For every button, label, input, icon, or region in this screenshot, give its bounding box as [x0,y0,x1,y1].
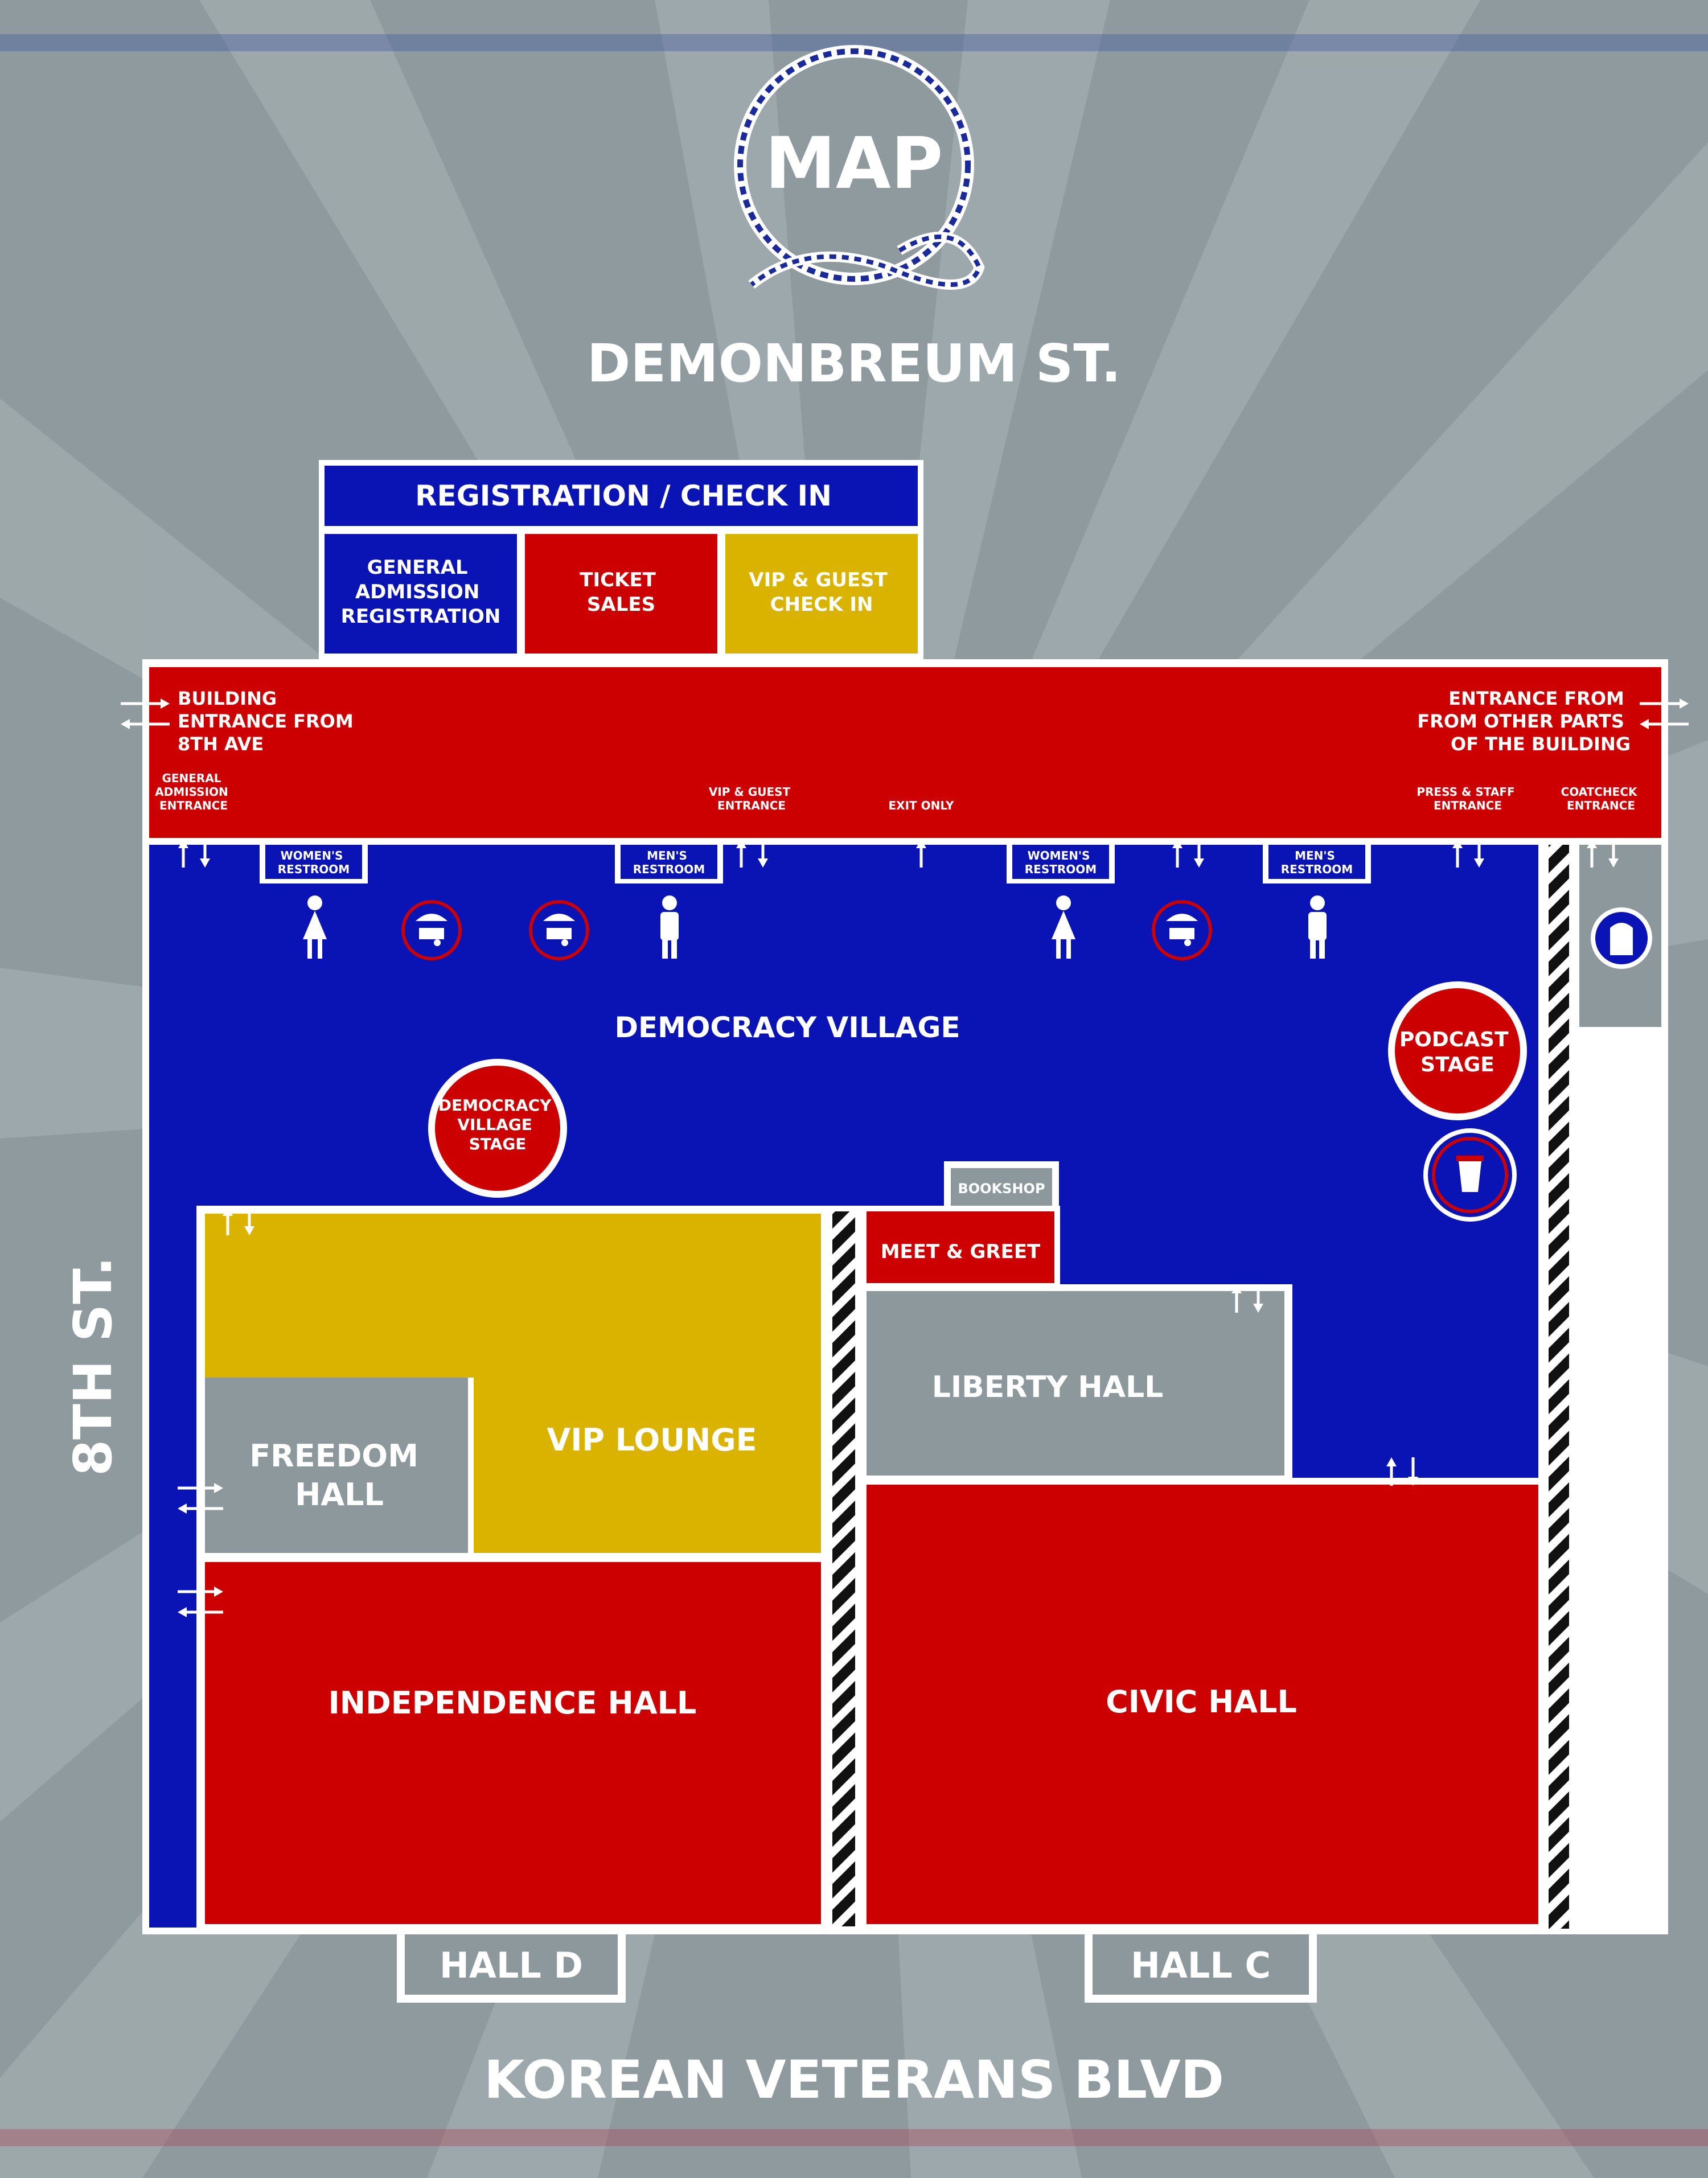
meet-and-greet-label: MEET & GREET [880,1240,1041,1263]
svg-text:HALL D: HALL D [440,1945,583,1986]
svg-text:MEN'S RESTROOM: MEN'S RESTROOM [1280,849,1353,876]
entrance-other-parts-label: ENTRANCE FROM FROM OTHER PARTS OF THE BUILDING [1417,688,1631,755]
building-entrance-8th-label: BUILDING ENTRANCE FROM 8TH AVE [178,688,354,755]
svg-text:PODCAST STAGE: PODCAST STAGE [1399,1028,1509,1076]
democracy-village-stage[interactable] [428,1059,567,1198]
womens-restroom-2[interactable] [1007,841,1115,883]
food-cart-icon[interactable] [1153,902,1210,959]
democracy-village-label: DEMOCRACY VILLAGE [614,1011,960,1044]
exit-only-label: EXIT ONLY [888,799,954,812]
street-north: DEMONBREUM ST. [586,333,1122,394]
podcast-stage[interactable] [1388,981,1527,1120]
map-title: MAP [765,122,943,205]
vip-lounge-label: VIP LOUNGE [547,1422,757,1458]
svg-text:MEN'S RESTROOM: MEN'S RESTROOM [633,849,705,876]
independence-hall-label: INDEPENDENCE HALL [328,1685,697,1721]
svg-text:DEMOCRACY VILLAGE: DEMOCRACY VILLAGE STAGE [438,1096,552,1153]
liberty-hall-label: LIBERTY HALL [931,1370,1164,1404]
ga-entrance-label: GENERAL ADMISSION ENTRANCE [155,771,228,812]
svg-text:WOMEN'S RESTROOM: WOMEN'S RESTROOM [1024,849,1097,876]
coatcheck-entrance-label: COATCHECK ENTRANCE [1561,785,1637,812]
vip-guest-check-in-label: VIP & GUEST CHECK IN [749,569,888,616]
freedom-hall-label: FREEDOM HALL [249,1438,418,1513]
food-cart-icon[interactable] [403,902,460,959]
ticket-sales-label: TICKET SALES [580,569,656,616]
mens-restroom-2[interactable] [1263,841,1371,883]
coffee-cup-icon[interactable] [1423,1128,1517,1222]
civic-hall-label: CIVIC HALL [1106,1684,1297,1720]
general-admission-registration-label: GENERAL ADMISSION REGISTRATION [340,556,501,628]
vip-entrance-label: VIP & GUEST ENTRANCE [708,785,791,812]
divider-right [1549,845,1569,1929]
press-staff-entrance-label: PRESS & STAFF ENTRANCE [1417,785,1515,812]
svg-text:HALL C: HALL C [1131,1945,1271,1986]
divider-center [832,1211,855,1926]
entrance-corridor [149,667,1661,838]
registration-header-label: REGISTRATION / CHECK IN [415,479,832,512]
independence-hall[interactable] [205,1562,821,1924]
hall-c-label[interactable] [1085,1929,1317,2003]
svg-text:WOMEN'S RESTROOM: WOMEN'S RESTROOM [277,849,350,876]
street-west: 8TH ST. [63,1256,124,1476]
mens-restroom-1[interactable] [615,841,723,883]
svg-text:BOOKSHOP: BOOKSHOP [958,1181,1045,1197]
hall-d-label[interactable] [397,1929,626,2003]
food-cart-icon[interactable] [531,902,588,959]
street-south: KOREAN VETERANS BLVD [484,2049,1224,2110]
bookshop[interactable] [944,1161,1059,1211]
womens-restroom-1[interactable] [260,841,368,883]
